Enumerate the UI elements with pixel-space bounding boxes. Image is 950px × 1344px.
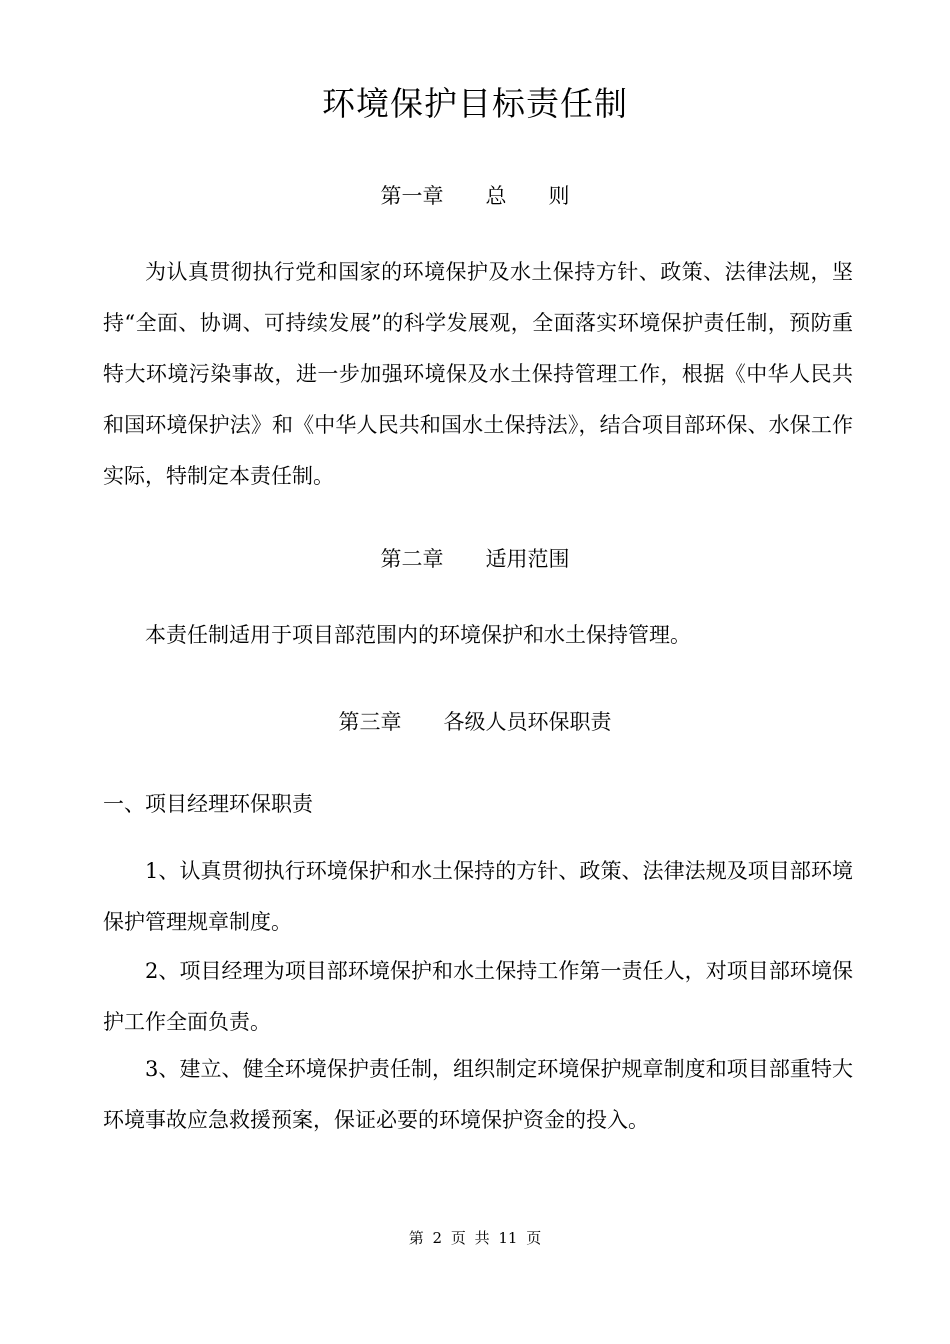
chapter-3-heading: 第三章 各级人员环保职责 xyxy=(338,710,612,734)
duty-item-3: 3、建立、健全环境保护责任制，组织制定环境保护规章制度和项目部重特大环境事故应急救援预案，保证必要的环境保护资金的投入。 xyxy=(103,1057,853,1132)
chapter-1-heading: 第一章 总 则 xyxy=(380,184,570,208)
duty-item-2: 2、项目经理为项目部环境保护和水土保持工作第一责任人，对项目部环境保护工作全面负责。 xyxy=(103,959,853,1034)
chapter-2-paragraph: 本责任制适用于项目部范围内的环境保护和水土保持管理。 xyxy=(145,623,691,647)
duty-item-1: 1、认真贯彻执行环境保护和水土保持的方针、政策、法律法规及项目部环境保护管理规章制度。 xyxy=(103,859,853,934)
section-heading-project-manager: 一、项目经理环保职责 xyxy=(103,792,313,816)
document-title: 环境保护目标责任制 xyxy=(322,84,628,123)
chapter-1-paragraph: 为认真贯彻执行党和国家的环境保护及水土保持方针、政策、法律法规，坚持“全面、协调、可持续发展”的科学发展观，全面落实环境保护责任制，预防重特大环境污染事故，进一步加强环境保及水土保持管理工作，根据《中华人民共和国环境保护法》和《中华人民共和国水土保持法》，结合项目部环保、水保工作实际，特制定本责任制。 xyxy=(103,260,853,488)
chapter-2-heading: 第二章 适用范围 xyxy=(380,547,570,571)
page-number-footer: 第 2 页 共 11 页 xyxy=(408,1229,542,1247)
